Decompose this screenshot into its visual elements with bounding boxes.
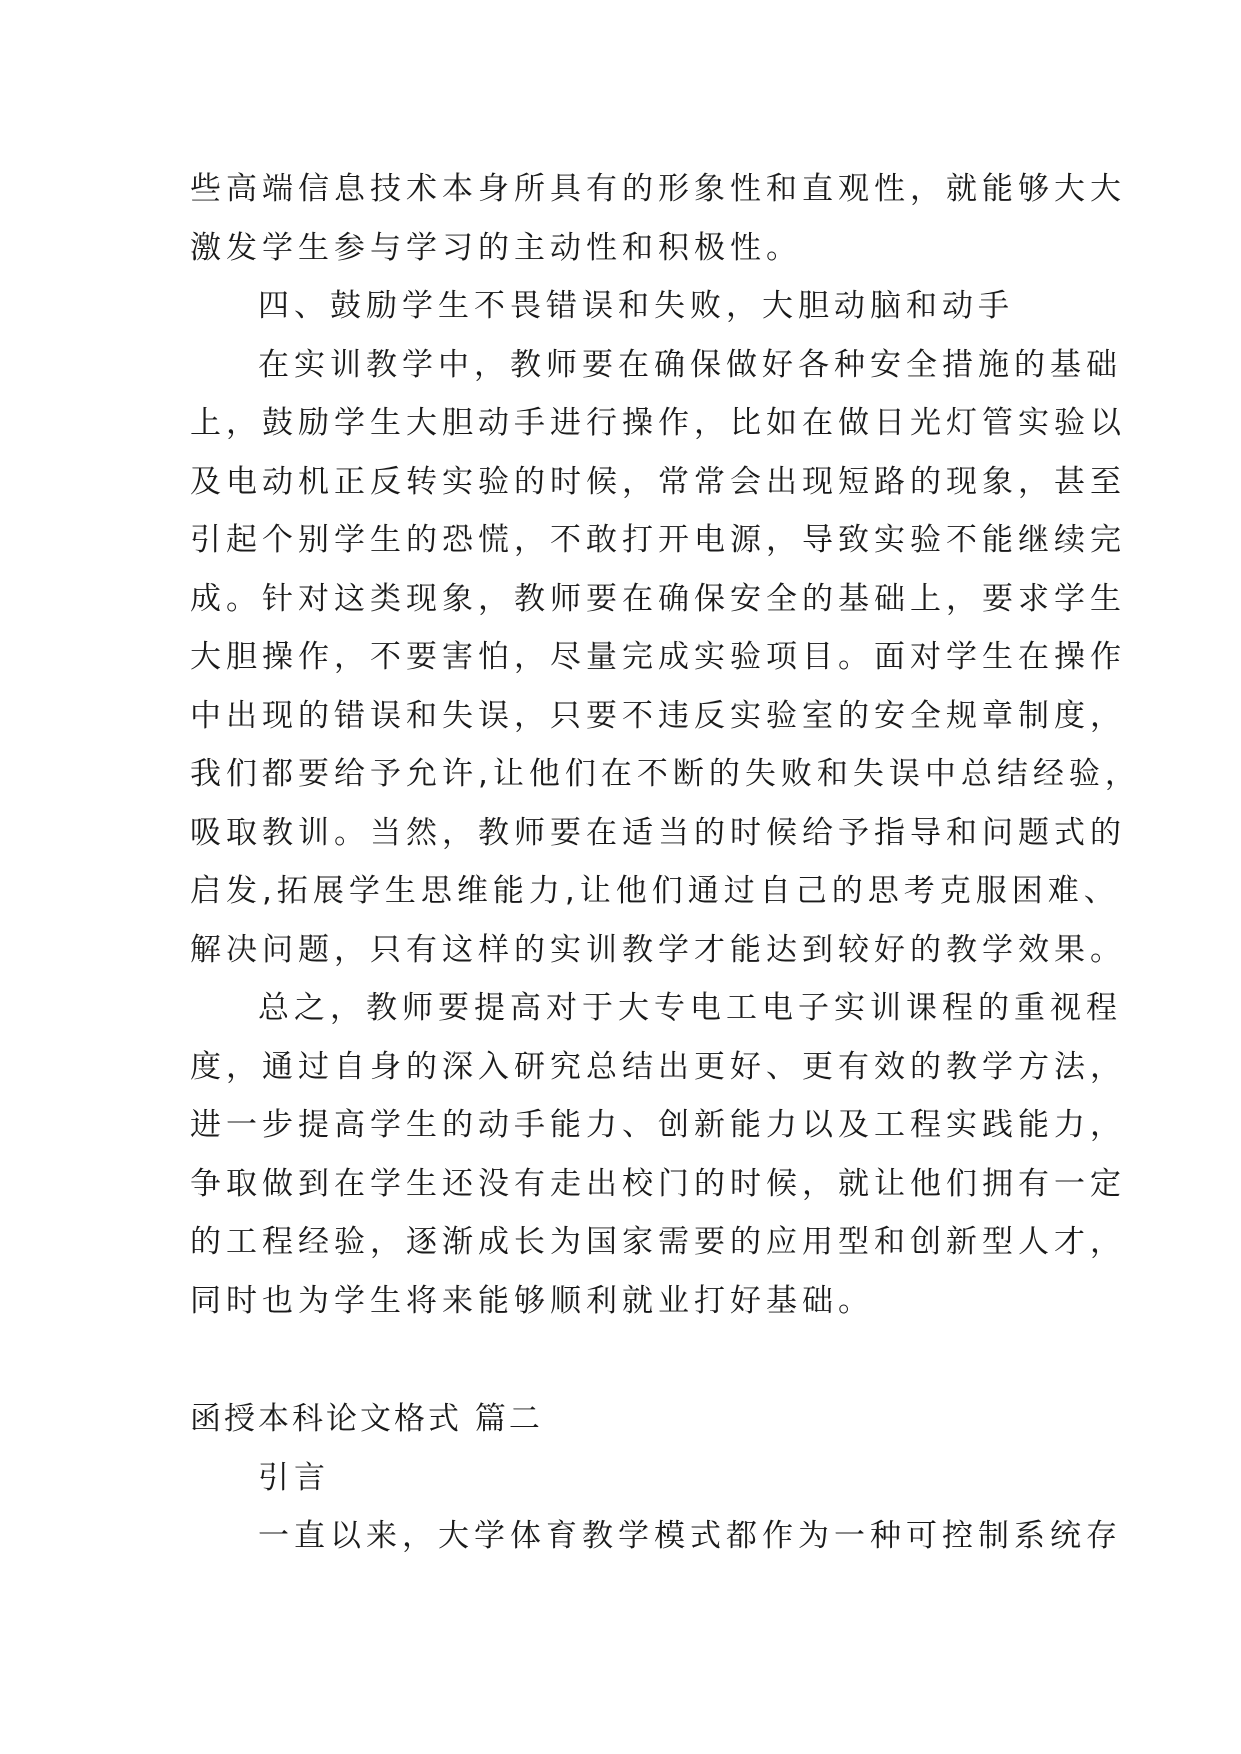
paragraph-line: 在实训教学中，教师要在确保做好各种安全措施的基础 xyxy=(258,346,1122,383)
paragraph-line: 些高端信息技术本身所具有的形象性和直观性，就能够大大 xyxy=(190,171,1126,207)
paragraph-line: 争取做到在学生还没有走出校门的时候，就让他们拥有一定 xyxy=(190,1165,1126,1202)
paragraph-line: 我们都要给予允许,让他们在不断的失败和失误中总结经验， xyxy=(190,756,1141,792)
paragraph-line: 度，通过自身的深入研究总结出更好、更有效的教学方法， xyxy=(190,1048,1126,1085)
section-title: 函授本科论文格式 篇二 xyxy=(190,1401,543,1437)
section-heading: 四、鼓励学生不畏错误和失败，大胆动脑和动手 xyxy=(258,288,1014,324)
paragraph-line: 大胆操作，不要害怕，尽量完成实验项目。面对学生在操作 xyxy=(190,639,1126,675)
paragraph-line: 成。针对这类现象，教师要在确保安全的基础上，要求学生 xyxy=(190,580,1126,617)
paragraph-line: 解决问题，只有这样的实训教学才能达到较好的教学效果。 xyxy=(190,931,1126,968)
paragraph-line: 的工程经验，逐渐成长为国家需要的应用型和创新型人才， xyxy=(190,1224,1126,1260)
paragraph-line: 同时也为学生将来能够顺利就业打好基础。 xyxy=(190,1282,874,1319)
paragraph-line: 及电动机正反转实验的时候，常常会出现短路的现象，甚至 xyxy=(190,463,1126,500)
paragraph-line: 激发学生参与学习的主动性和积极性。 xyxy=(190,229,802,266)
paragraph-line: 引起个别学生的恐慌，不敢打开电源，导致实验不能继续完 xyxy=(190,522,1126,558)
paragraph-line: 进一步提高学生的动手能力、创新能力以及工程实践能力， xyxy=(190,1107,1126,1143)
paragraph-line: 上，鼓励学生大胆动手进行操作，比如在做日光灯管实验以 xyxy=(190,405,1126,441)
intro-heading: 引言 xyxy=(258,1459,330,1496)
document-body xyxy=(190,160,1141,1566)
paragraph-line: 吸取教训。当然，教师要在适当的时候给予指导和问题式的 xyxy=(190,814,1126,851)
paragraph-line: 一直以来，大学体育教学模式都作为一种可控制系统存 xyxy=(258,1518,1122,1554)
section-spacer xyxy=(190,1330,1070,1390)
paragraph-line: 中出现的错误和失误，只要不违反实验室的安全规章制度， xyxy=(190,697,1126,734)
paragraph-line: 总之，教师要提高对于大专电工电子实训课程的重视程 xyxy=(258,990,1122,1026)
paragraph-line: 启发,拓展学生思维能力,让他们通过自己的思考克服困难、 xyxy=(190,873,1120,909)
